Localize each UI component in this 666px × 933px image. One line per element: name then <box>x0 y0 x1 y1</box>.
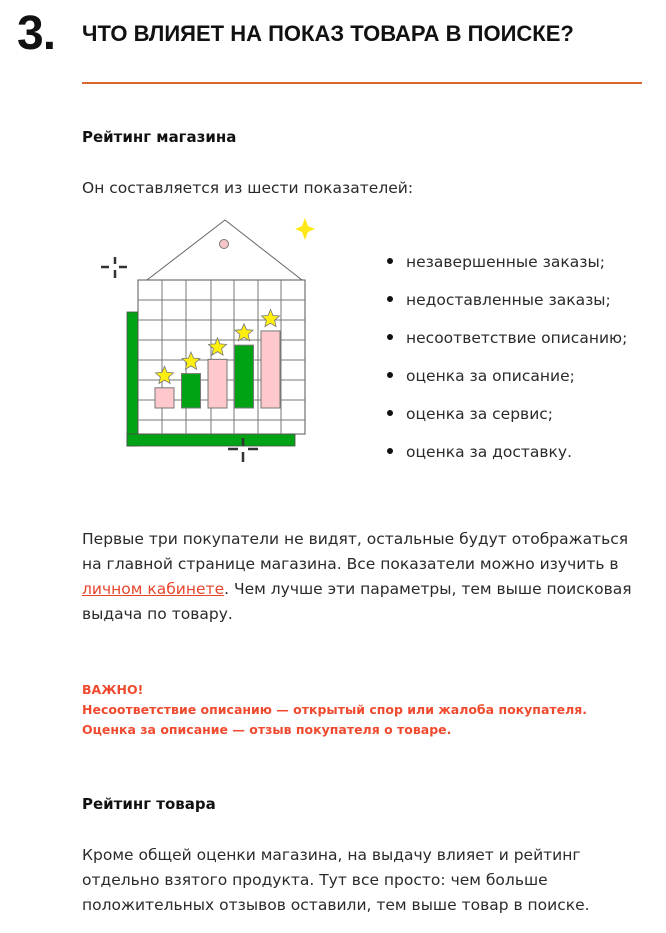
rating-bar <box>235 345 254 408</box>
bullet-icon <box>387 296 393 302</box>
store-rating-illustration <box>95 212 325 467</box>
important-line: Оценка за описание — отзыв покупателя о товаре. <box>82 722 452 737</box>
indicator-list <box>385 243 627 471</box>
rating-bar <box>155 388 174 408</box>
important-line: Несоответствие описанию — открытый спор или жалоба покупателя. <box>82 702 588 717</box>
indicator-item: несоответствие описанию; <box>385 319 627 357</box>
rating-bar <box>208 359 227 408</box>
title-divider <box>82 82 642 84</box>
section-number: 3. <box>17 7 56 60</box>
indicator-item: оценка за доставку. <box>385 433 627 471</box>
indicator-item: оценка за описание; <box>385 357 627 395</box>
bullet-icon <box>387 258 393 264</box>
indicator-item: незавершенные заказы; <box>385 243 627 281</box>
store-rating-heading: Рейтинг магазина <box>82 128 237 146</box>
rating-bar <box>261 331 280 408</box>
important-label: ВАЖНО! <box>82 682 144 697</box>
bullet-icon <box>387 448 393 454</box>
bullet-icon <box>387 372 393 378</box>
personal-account-link[interactable]: личном кабинете <box>82 580 225 598</box>
important-note <box>82 680 587 740</box>
indicator-item: недоставленные заказы; <box>385 281 627 319</box>
section-title: ЧТО ВЛИЯЕТ НА ПОКАЗ ТОВАРА В ПОИСКЕ? <box>82 21 574 46</box>
rating-bar <box>182 374 201 408</box>
green-backing-left <box>127 312 138 446</box>
crosshair-icon <box>101 257 127 278</box>
store-rating-intro: Он составляется из шести показателей: <box>82 179 414 197</box>
roof-hole <box>220 240 229 249</box>
indicator-item: оценка за сервис; <box>385 395 627 433</box>
bullet-icon <box>387 334 393 340</box>
store-rating-paragraph: Первые три покупатели не видят, остальные будут отображаться на главной странице магазина. Все показатели можно изучить в личном кабинете. Чем лучше эти параметры, тем выше поисковая выдача по товару. <box>82 530 632 623</box>
sparkle-icon <box>295 218 315 240</box>
bullet-icon <box>387 410 393 416</box>
product-rating-heading: Рейтинг товара <box>82 795 216 813</box>
product-rating-paragraph: Кроме общей оценки магазина, на выдачу влияет и рейтинг отдельно взятого продукта. Тут все просто: чем больше положительных отзывов оставили, тем выше товар в поиске. <box>82 846 590 914</box>
green-backing-bottom <box>127 434 295 446</box>
roof-outline <box>147 220 302 280</box>
